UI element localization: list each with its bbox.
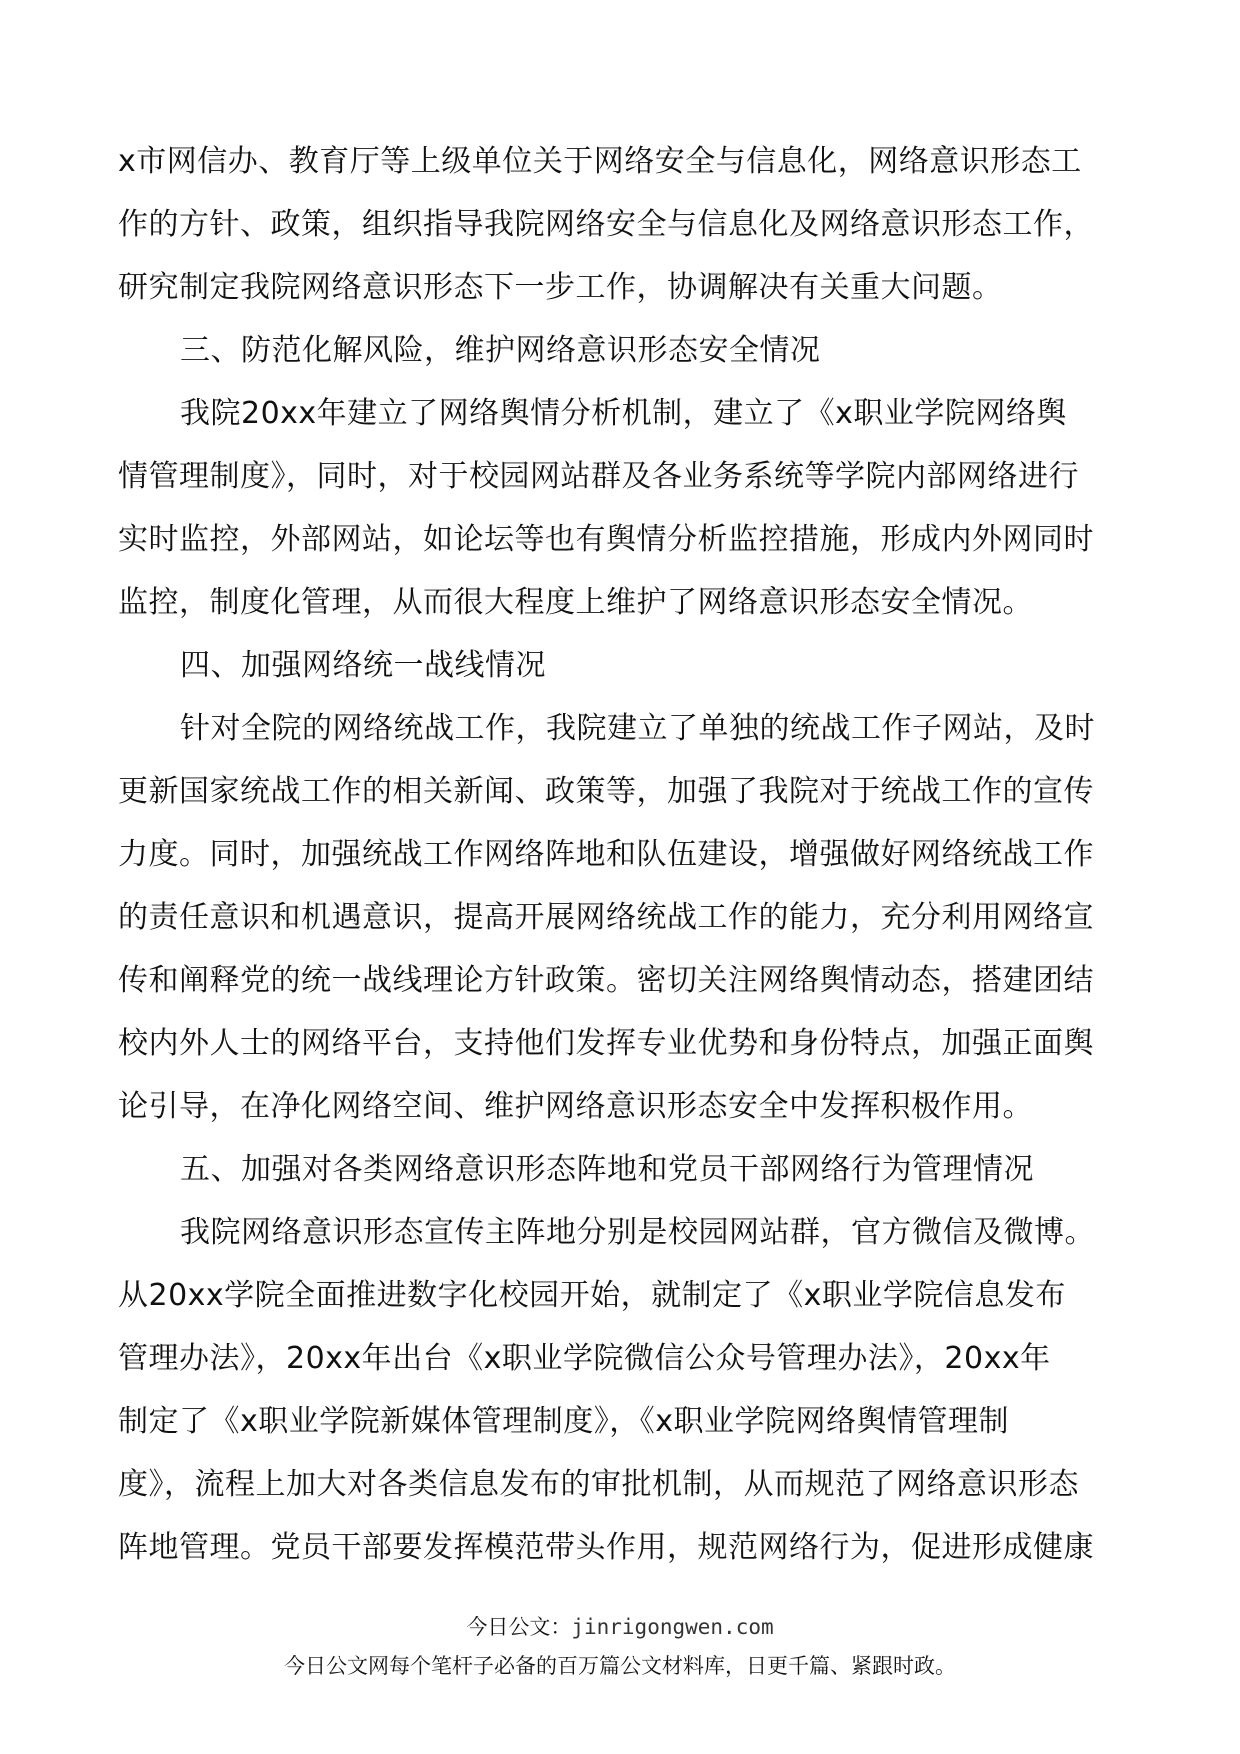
section-heading-3: 三、防范化解风险，维护网络意识形态安全情况 — [180, 333, 821, 368]
body-line: 制定了《x职业学院新媒体管理制度》，《x职业学院网络舆情管理制 — [118, 1404, 1010, 1439]
body-line: 阵地管理。党员干部要发挥模范带头作用，规范网络行为，促进形成健康 — [118, 1530, 1094, 1565]
paragraph-start: 我院20xx年建立了网络舆情分析机制，建立了《x职业学院网络舆 — [180, 396, 1067, 431]
footer-slogan: 今日公文网每个笔杆子必备的百万篇公文材料库，日更千篇、紧跟时政。 — [284, 1654, 956, 1678]
body-line: 度》，流程上加大对各类信息发布的审批机制，从而规范了网络意识形态 — [118, 1467, 1079, 1502]
body-line: 更新国家统战工作的相关新闻、政策等，加强了我院对于统战工作的宣传 — [118, 774, 1094, 809]
body-line: 作的方针、政策，组织指导我院网络安全与信息化及网络意识形态工作， — [118, 207, 1094, 242]
body-line: 管理办法》，20xx年出台《x职业学院微信公众号管理办法》，20xx年 — [118, 1341, 1051, 1376]
body-line: 从20xx学院全面推进数字化校园开始，就制定了《x职业学院信息发布 — [118, 1278, 1066, 1313]
body-line: 论引导，在净化网络空间、维护网络意识形态安全中发挥积极作用。 — [118, 1089, 1033, 1124]
body-line: 研究制定我院网络意识形态下一步工作，协调解决有关重大问题。 — [118, 270, 1003, 305]
footer-site-url[interactable]: jinrigongwen.com — [571, 1615, 774, 1639]
section-heading-5: 五、加强对各类网络意识形态阵地和党员干部网络行为管理情况 — [180, 1152, 1034, 1187]
body-line: 监控，制度化管理，从而很大程度上维护了网络意识形态安全情况。 — [118, 585, 1033, 620]
paragraph-start: 我院网络意识形态宣传主阵地分别是校园网站群，官方微信及微博。 — [180, 1215, 1095, 1250]
document-body — [118, 130, 1123, 1579]
paragraph-start: 针对全院的网络统战工作，我院建立了单独的统战工作子网站，及时 — [180, 711, 1095, 746]
body-line: 校内外人士的网络平台，支持他们发挥专业优势和身份特点，加强正面舆 — [118, 1026, 1094, 1061]
body-line: 力度。同时，加强统战工作网络阵地和队伍建设，增强做好网络统战工作 — [118, 837, 1094, 872]
body-line: 情管理制度》，同时，对于校园网站群及各业务系统等学院内部网络进行 — [118, 459, 1079, 494]
body-line: 传和阐释党的统一战线理论方针政策。密切关注网络舆情动态，搭建团结 — [118, 963, 1094, 998]
footer-site-label: 今日公文： — [466, 1615, 572, 1639]
body-line: x市网信办、教育厅等上级单位关于网络安全与信息化，网络意识形态工 — [118, 144, 1082, 179]
body-line: 实时监控，外部网站，如论坛等也有舆情分析监控措施，形成内外网同时 — [118, 522, 1094, 557]
body-line: 的责任意识和机遇意识，提高开展网络统战工作的能力，充分利用网络宣 — [118, 900, 1094, 935]
footer-site — [0, 1612, 1240, 1642]
section-heading-4: 四、加强网络统一战线情况 — [180, 648, 546, 683]
